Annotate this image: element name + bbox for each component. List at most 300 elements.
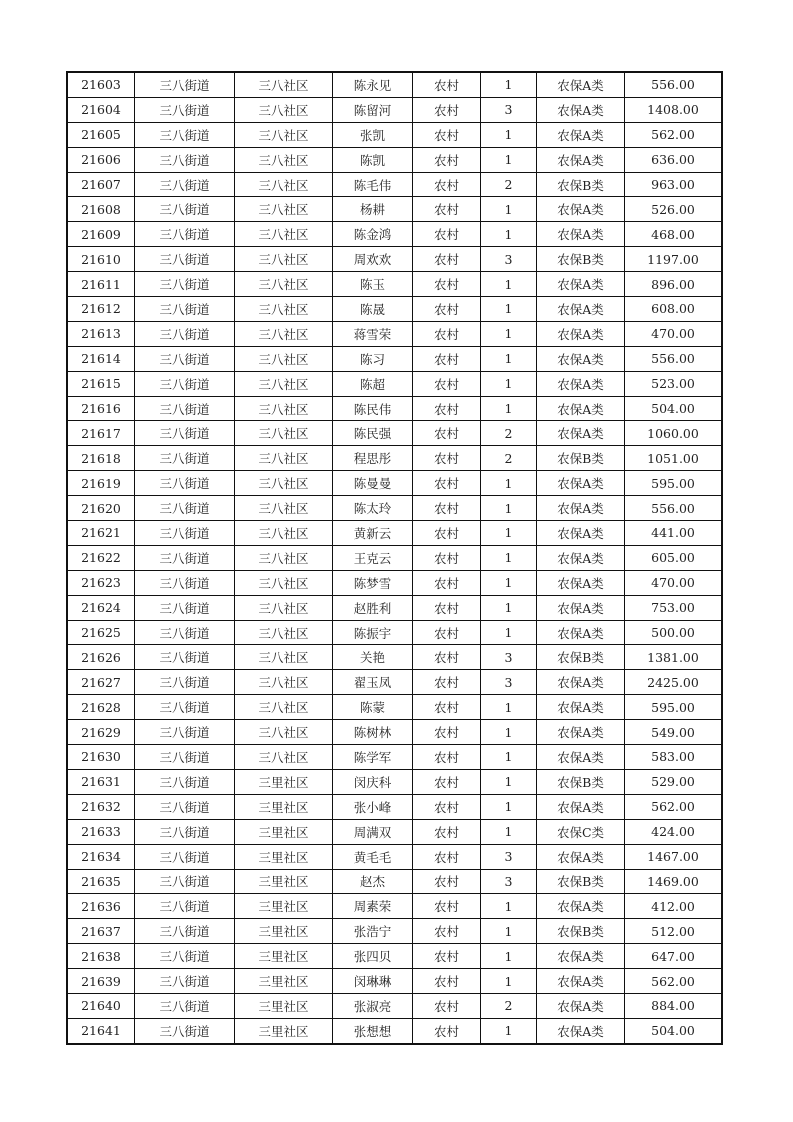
table-row xyxy=(68,969,722,994)
cell-street: 三八街道 xyxy=(135,670,235,695)
cell-name: 陈超 xyxy=(333,371,413,396)
cell-amount: 512.00 xyxy=(625,919,722,944)
cell-name: 陈太玲 xyxy=(333,496,413,521)
table-row xyxy=(68,769,722,794)
cell-insurance-category: 农保A类 xyxy=(537,745,625,770)
cell-community: 三八社区 xyxy=(235,421,333,446)
cell-household-count: 1 xyxy=(481,570,537,595)
cell-household-count: 1 xyxy=(481,794,537,819)
cell-amount: 605.00 xyxy=(625,545,722,570)
cell-row-id: 21615 xyxy=(68,371,135,396)
cell-household-count: 1 xyxy=(481,894,537,919)
cell-amount: 608.00 xyxy=(625,297,722,322)
cell-insurance-category: 农保A类 xyxy=(537,521,625,546)
cell-community: 三八社区 xyxy=(235,73,333,98)
data-table xyxy=(67,72,722,1044)
table-row xyxy=(68,545,722,570)
cell-name: 张凯 xyxy=(333,122,413,147)
cell-street: 三八街道 xyxy=(135,645,235,670)
cell-amount: 529.00 xyxy=(625,769,722,794)
cell-name: 程思彤 xyxy=(333,446,413,471)
cell-area-type: 农村 xyxy=(413,944,481,969)
table-row xyxy=(68,570,722,595)
cell-amount: 562.00 xyxy=(625,122,722,147)
cell-community: 三八社区 xyxy=(235,595,333,620)
cell-insurance-category: 农保A类 xyxy=(537,297,625,322)
table-row xyxy=(68,819,722,844)
cell-name: 周素荣 xyxy=(333,894,413,919)
cell-household-count: 3 xyxy=(481,869,537,894)
cell-area-type: 农村 xyxy=(413,197,481,222)
cell-street: 三八街道 xyxy=(135,570,235,595)
cell-area-type: 农村 xyxy=(413,321,481,346)
cell-insurance-category: 农保B类 xyxy=(537,919,625,944)
cell-insurance-category: 农保A类 xyxy=(537,272,625,297)
table-row xyxy=(68,73,722,98)
cell-insurance-category: 农保A类 xyxy=(537,321,625,346)
cell-street: 三八街道 xyxy=(135,321,235,346)
cell-name: 王克云 xyxy=(333,545,413,570)
cell-street: 三八街道 xyxy=(135,371,235,396)
cell-household-count: 1 xyxy=(481,819,537,844)
cell-community: 三八社区 xyxy=(235,396,333,421)
cell-area-type: 农村 xyxy=(413,645,481,670)
cell-community: 三八社区 xyxy=(235,197,333,222)
cell-amount: 470.00 xyxy=(625,570,722,595)
cell-community: 三八社区 xyxy=(235,545,333,570)
cell-household-count: 3 xyxy=(481,247,537,272)
cell-area-type: 农村 xyxy=(413,147,481,172)
cell-row-id: 21607 xyxy=(68,172,135,197)
cell-amount: 647.00 xyxy=(625,944,722,969)
cell-row-id: 21633 xyxy=(68,819,135,844)
cell-area-type: 农村 xyxy=(413,844,481,869)
cell-insurance-category: 农保A类 xyxy=(537,545,625,570)
cell-name: 陈振宇 xyxy=(333,620,413,645)
table-row xyxy=(68,321,722,346)
cell-name: 张小峰 xyxy=(333,794,413,819)
cell-street: 三八街道 xyxy=(135,720,235,745)
cell-street: 三八街道 xyxy=(135,496,235,521)
cell-insurance-category: 农保A类 xyxy=(537,944,625,969)
cell-row-id: 21613 xyxy=(68,321,135,346)
cell-area-type: 农村 xyxy=(413,794,481,819)
cell-insurance-category: 农保B类 xyxy=(537,869,625,894)
cell-community: 三八社区 xyxy=(235,720,333,745)
cell-row-id: 21605 xyxy=(68,122,135,147)
cell-street: 三八街道 xyxy=(135,695,235,720)
cell-name: 黄新云 xyxy=(333,521,413,546)
cell-area-type: 农村 xyxy=(413,272,481,297)
cell-household-count: 1 xyxy=(481,720,537,745)
cell-community: 三八社区 xyxy=(235,297,333,322)
cell-row-id: 21606 xyxy=(68,147,135,172)
cell-area-type: 农村 xyxy=(413,969,481,994)
cell-name: 陈习 xyxy=(333,346,413,371)
cell-insurance-category: 农保B类 xyxy=(537,645,625,670)
cell-street: 三八街道 xyxy=(135,620,235,645)
cell-amount: 1051.00 xyxy=(625,446,722,471)
table-row xyxy=(68,720,722,745)
table-row xyxy=(68,147,722,172)
cell-row-id: 21619 xyxy=(68,471,135,496)
cell-street: 三八街道 xyxy=(135,993,235,1018)
cell-street: 三八街道 xyxy=(135,769,235,794)
table-row xyxy=(68,122,722,147)
cell-insurance-category: 农保A类 xyxy=(537,969,625,994)
cell-row-id: 21637 xyxy=(68,919,135,944)
cell-area-type: 农村 xyxy=(413,545,481,570)
cell-amount: 504.00 xyxy=(625,1018,722,1043)
cell-household-count: 1 xyxy=(481,371,537,396)
cell-amount: 1469.00 xyxy=(625,869,722,894)
cell-amount: 441.00 xyxy=(625,521,722,546)
cell-insurance-category: 农保A类 xyxy=(537,97,625,122)
cell-amount: 595.00 xyxy=(625,695,722,720)
cell-household-count: 3 xyxy=(481,645,537,670)
cell-street: 三八街道 xyxy=(135,172,235,197)
table-row xyxy=(68,919,722,944)
cell-area-type: 农村 xyxy=(413,297,481,322)
cell-household-count: 1 xyxy=(481,73,537,98)
cell-area-type: 农村 xyxy=(413,222,481,247)
cell-household-count: 3 xyxy=(481,670,537,695)
cell-amount: 504.00 xyxy=(625,396,722,421)
table-row xyxy=(68,496,722,521)
cell-amount: 884.00 xyxy=(625,993,722,1018)
table-row xyxy=(68,794,722,819)
cell-street: 三八街道 xyxy=(135,919,235,944)
cell-street: 三八街道 xyxy=(135,122,235,147)
cell-household-count: 2 xyxy=(481,993,537,1018)
cell-household-count: 2 xyxy=(481,446,537,471)
cell-street: 三八街道 xyxy=(135,147,235,172)
cell-household-count: 1 xyxy=(481,745,537,770)
cell-name: 周满双 xyxy=(333,819,413,844)
cell-row-id: 21614 xyxy=(68,346,135,371)
cell-area-type: 农村 xyxy=(413,421,481,446)
table-row xyxy=(68,396,722,421)
cell-area-type: 农村 xyxy=(413,720,481,745)
cell-community: 三八社区 xyxy=(235,172,333,197)
cell-name: 周欢欢 xyxy=(333,247,413,272)
cell-amount: 468.00 xyxy=(625,222,722,247)
cell-household-count: 1 xyxy=(481,471,537,496)
cell-community: 三里社区 xyxy=(235,819,333,844)
cell-community: 三八社区 xyxy=(235,247,333,272)
cell-area-type: 农村 xyxy=(413,695,481,720)
cell-row-id: 21636 xyxy=(68,894,135,919)
cell-amount: 896.00 xyxy=(625,272,722,297)
cell-area-type: 农村 xyxy=(413,496,481,521)
cell-row-id: 21626 xyxy=(68,645,135,670)
cell-area-type: 农村 xyxy=(413,122,481,147)
cell-street: 三八街道 xyxy=(135,545,235,570)
cell-amount: 556.00 xyxy=(625,346,722,371)
cell-row-id: 21603 xyxy=(68,73,135,98)
table-row xyxy=(68,645,722,670)
cell-street: 三八街道 xyxy=(135,1018,235,1043)
cell-household-count: 1 xyxy=(481,521,537,546)
cell-name: 陈学军 xyxy=(333,745,413,770)
cell-household-count: 1 xyxy=(481,147,537,172)
cell-community: 三八社区 xyxy=(235,471,333,496)
cell-insurance-category: 农保A类 xyxy=(537,396,625,421)
cell-street: 三八街道 xyxy=(135,346,235,371)
cell-row-id: 21640 xyxy=(68,993,135,1018)
cell-name: 陈民伟 xyxy=(333,396,413,421)
cell-area-type: 农村 xyxy=(413,247,481,272)
cell-amount: 526.00 xyxy=(625,197,722,222)
cell-row-id: 21610 xyxy=(68,247,135,272)
cell-community: 三八社区 xyxy=(235,272,333,297)
cell-insurance-category: 农保A类 xyxy=(537,122,625,147)
table-row xyxy=(68,670,722,695)
cell-street: 三八街道 xyxy=(135,521,235,546)
cell-area-type: 农村 xyxy=(413,595,481,620)
cell-row-id: 21638 xyxy=(68,944,135,969)
cell-amount: 1467.00 xyxy=(625,844,722,869)
cell-amount: 549.00 xyxy=(625,720,722,745)
cell-name: 黄毛毛 xyxy=(333,844,413,869)
cell-insurance-category: 农保C类 xyxy=(537,819,625,844)
cell-area-type: 农村 xyxy=(413,919,481,944)
cell-name: 张浩宁 xyxy=(333,919,413,944)
cell-household-count: 1 xyxy=(481,695,537,720)
cell-household-count: 1 xyxy=(481,122,537,147)
cell-insurance-category: 农保B类 xyxy=(537,247,625,272)
cell-household-count: 1 xyxy=(481,919,537,944)
cell-insurance-category: 农保A类 xyxy=(537,1018,625,1043)
cell-name: 陈凯 xyxy=(333,147,413,172)
cell-community: 三八社区 xyxy=(235,620,333,645)
cell-insurance-category: 农保A类 xyxy=(537,844,625,869)
cell-amount: 470.00 xyxy=(625,321,722,346)
cell-row-id: 21641 xyxy=(68,1018,135,1043)
cell-community: 三里社区 xyxy=(235,993,333,1018)
cell-community: 三八社区 xyxy=(235,645,333,670)
cell-street: 三八街道 xyxy=(135,97,235,122)
cell-name: 陈玉 xyxy=(333,272,413,297)
cell-insurance-category: 农保A类 xyxy=(537,595,625,620)
cell-street: 三八街道 xyxy=(135,745,235,770)
cell-row-id: 21611 xyxy=(68,272,135,297)
cell-household-count: 1 xyxy=(481,396,537,421)
cell-area-type: 农村 xyxy=(413,993,481,1018)
cell-name: 陈民强 xyxy=(333,421,413,446)
cell-amount: 562.00 xyxy=(625,969,722,994)
table-row xyxy=(68,297,722,322)
cell-amount: 636.00 xyxy=(625,147,722,172)
cell-insurance-category: 农保A类 xyxy=(537,197,625,222)
cell-name: 翟玉凤 xyxy=(333,670,413,695)
cell-row-id: 21639 xyxy=(68,969,135,994)
cell-street: 三八街道 xyxy=(135,73,235,98)
cell-insurance-category: 农保A类 xyxy=(537,371,625,396)
cell-name: 陈曼曼 xyxy=(333,471,413,496)
cell-insurance-category: 农保B类 xyxy=(537,172,625,197)
cell-name: 赵杰 xyxy=(333,869,413,894)
cell-community: 三八社区 xyxy=(235,122,333,147)
cell-community: 三里社区 xyxy=(235,919,333,944)
table-row xyxy=(68,521,722,546)
cell-street: 三八街道 xyxy=(135,944,235,969)
cell-community: 三八社区 xyxy=(235,222,333,247)
cell-insurance-category: 农保A类 xyxy=(537,421,625,446)
cell-household-count: 1 xyxy=(481,297,537,322)
cell-community: 三八社区 xyxy=(235,321,333,346)
cell-street: 三八街道 xyxy=(135,894,235,919)
cell-name: 陈永见 xyxy=(333,73,413,98)
cell-area-type: 农村 xyxy=(413,97,481,122)
cell-name: 陈梦雪 xyxy=(333,570,413,595)
cell-street: 三八街道 xyxy=(135,844,235,869)
cell-street: 三八街道 xyxy=(135,794,235,819)
cell-amount: 963.00 xyxy=(625,172,722,197)
cell-community: 三里社区 xyxy=(235,769,333,794)
cell-amount: 424.00 xyxy=(625,819,722,844)
cell-area-type: 农村 xyxy=(413,769,481,794)
cell-community: 三八社区 xyxy=(235,147,333,172)
cell-area-type: 农村 xyxy=(413,745,481,770)
cell-area-type: 农村 xyxy=(413,471,481,496)
cell-name: 陈晟 xyxy=(333,297,413,322)
cell-street: 三八街道 xyxy=(135,247,235,272)
cell-row-id: 21617 xyxy=(68,421,135,446)
cell-amount: 753.00 xyxy=(625,595,722,620)
cell-row-id: 21612 xyxy=(68,297,135,322)
table-row xyxy=(68,272,722,297)
table-row xyxy=(68,97,722,122)
cell-insurance-category: 农保A类 xyxy=(537,720,625,745)
cell-household-count: 2 xyxy=(481,172,537,197)
cell-household-count: 1 xyxy=(481,620,537,645)
table-row xyxy=(68,197,722,222)
cell-row-id: 21609 xyxy=(68,222,135,247)
cell-area-type: 农村 xyxy=(413,73,481,98)
table-row xyxy=(68,172,722,197)
cell-community: 三八社区 xyxy=(235,346,333,371)
table-row xyxy=(68,695,722,720)
cell-household-count: 1 xyxy=(481,545,537,570)
cell-area-type: 农村 xyxy=(413,172,481,197)
cell-household-count: 3 xyxy=(481,844,537,869)
cell-name: 陈留河 xyxy=(333,97,413,122)
cell-insurance-category: 农保A类 xyxy=(537,894,625,919)
cell-row-id: 21608 xyxy=(68,197,135,222)
cell-amount: 2425.00 xyxy=(625,670,722,695)
cell-insurance-category: 农保B类 xyxy=(537,769,625,794)
cell-household-count: 1 xyxy=(481,969,537,994)
cell-insurance-category: 农保A类 xyxy=(537,471,625,496)
cell-area-type: 农村 xyxy=(413,869,481,894)
table-row xyxy=(68,446,722,471)
table-body xyxy=(68,73,722,1044)
cell-street: 三八街道 xyxy=(135,272,235,297)
cell-household-count: 1 xyxy=(481,197,537,222)
cell-row-id: 21618 xyxy=(68,446,135,471)
cell-insurance-category: 农保A类 xyxy=(537,147,625,172)
cell-street: 三八街道 xyxy=(135,197,235,222)
cell-community: 三八社区 xyxy=(235,745,333,770)
cell-household-count: 1 xyxy=(481,944,537,969)
cell-insurance-category: 农保A类 xyxy=(537,670,625,695)
cell-community: 三里社区 xyxy=(235,1018,333,1043)
cell-area-type: 农村 xyxy=(413,894,481,919)
cell-amount: 583.00 xyxy=(625,745,722,770)
cell-row-id: 21623 xyxy=(68,570,135,595)
cell-row-id: 21632 xyxy=(68,794,135,819)
table-row xyxy=(68,471,722,496)
cell-row-id: 21622 xyxy=(68,545,135,570)
cell-name: 闵琳琳 xyxy=(333,969,413,994)
cell-name: 张想想 xyxy=(333,1018,413,1043)
cell-community: 三八社区 xyxy=(235,570,333,595)
cell-community: 三里社区 xyxy=(235,869,333,894)
cell-area-type: 农村 xyxy=(413,670,481,695)
cell-household-count: 1 xyxy=(481,222,537,247)
cell-street: 三八街道 xyxy=(135,297,235,322)
cell-row-id: 21616 xyxy=(68,396,135,421)
cell-community: 三八社区 xyxy=(235,446,333,471)
cell-name: 杨耕 xyxy=(333,197,413,222)
cell-household-count: 1 xyxy=(481,769,537,794)
cell-household-count: 1 xyxy=(481,272,537,297)
cell-community: 三里社区 xyxy=(235,944,333,969)
cell-insurance-category: 农保A类 xyxy=(537,73,625,98)
cell-area-type: 农村 xyxy=(413,346,481,371)
cell-household-count: 1 xyxy=(481,1018,537,1043)
cell-name: 陈金鸿 xyxy=(333,222,413,247)
cell-amount: 1381.00 xyxy=(625,645,722,670)
cell-insurance-category: 农保B类 xyxy=(537,446,625,471)
table-row xyxy=(68,894,722,919)
cell-name: 张淑亮 xyxy=(333,993,413,1018)
cell-area-type: 农村 xyxy=(413,396,481,421)
cell-row-id: 21629 xyxy=(68,720,135,745)
cell-insurance-category: 农保A类 xyxy=(537,222,625,247)
cell-area-type: 农村 xyxy=(413,371,481,396)
table-row xyxy=(68,222,722,247)
table-row xyxy=(68,346,722,371)
cell-household-count: 1 xyxy=(481,346,537,371)
cell-insurance-category: 农保A类 xyxy=(537,794,625,819)
cell-row-id: 21624 xyxy=(68,595,135,620)
cell-street: 三八街道 xyxy=(135,446,235,471)
cell-area-type: 农村 xyxy=(413,521,481,546)
cell-community: 三八社区 xyxy=(235,521,333,546)
table-row xyxy=(68,844,722,869)
cell-area-type: 农村 xyxy=(413,446,481,471)
table-row xyxy=(68,745,722,770)
cell-row-id: 21634 xyxy=(68,844,135,869)
cell-community: 三八社区 xyxy=(235,695,333,720)
cell-community: 三里社区 xyxy=(235,794,333,819)
cell-community: 三里社区 xyxy=(235,894,333,919)
table-row xyxy=(68,421,722,446)
cell-row-id: 21620 xyxy=(68,496,135,521)
cell-amount: 523.00 xyxy=(625,371,722,396)
cell-amount: 556.00 xyxy=(625,496,722,521)
table-row xyxy=(68,247,722,272)
cell-row-id: 21631 xyxy=(68,769,135,794)
cell-name: 陈蒙 xyxy=(333,695,413,720)
cell-insurance-category: 农保A类 xyxy=(537,695,625,720)
cell-street: 三八街道 xyxy=(135,869,235,894)
cell-row-id: 21627 xyxy=(68,670,135,695)
cell-community: 三八社区 xyxy=(235,97,333,122)
cell-area-type: 农村 xyxy=(413,819,481,844)
